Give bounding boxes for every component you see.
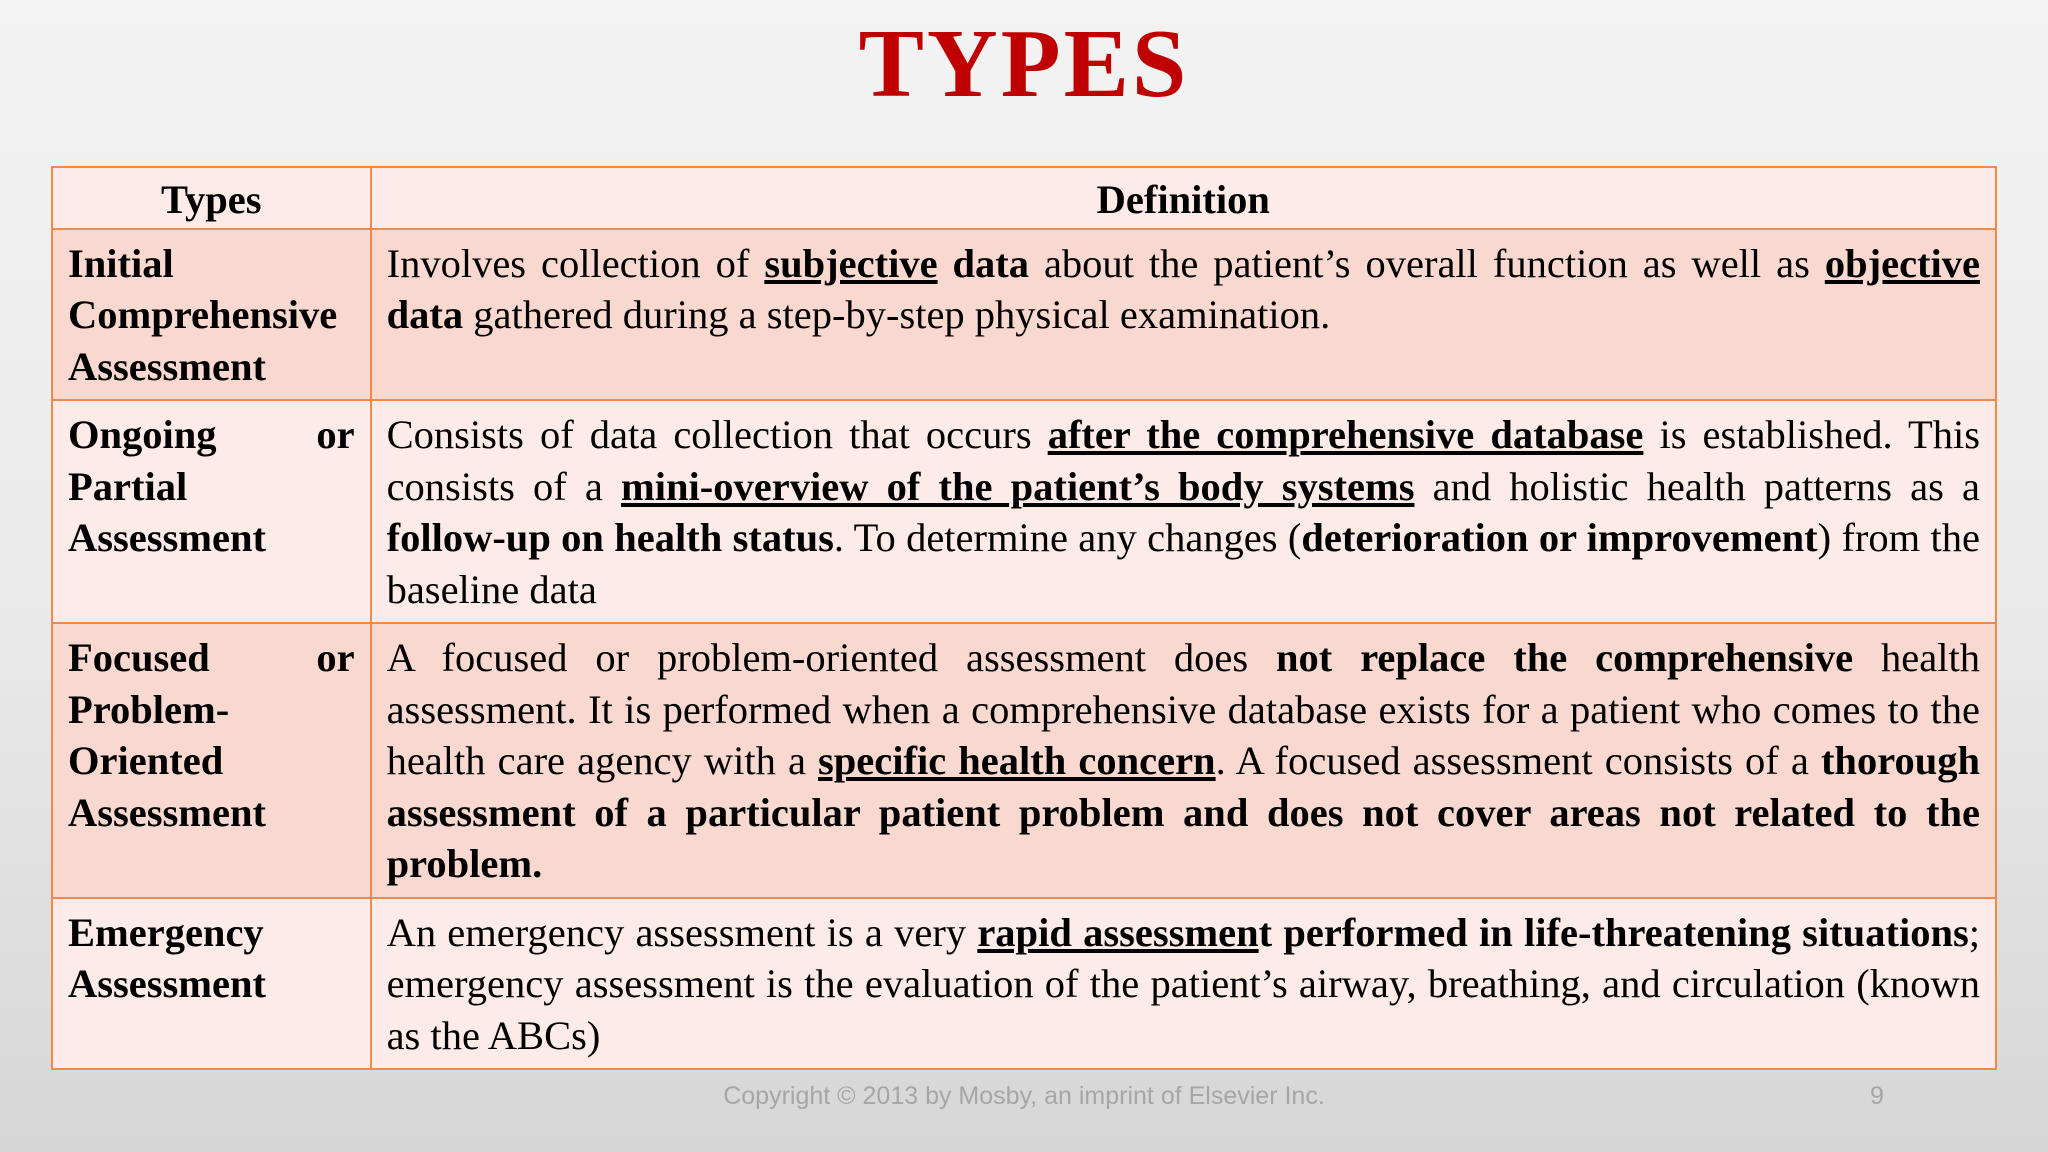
table-row-initial-comprehensive bbox=[52, 229, 1996, 401]
page-number: 9 bbox=[1870, 1082, 1884, 1110]
definition-cell bbox=[371, 623, 1996, 898]
definition-text: . To determine any changes ( bbox=[833, 515, 1302, 560]
type-line: Initial bbox=[68, 240, 174, 286]
definition-text: An emergency assessment is a very bbox=[386, 909, 978, 955]
table-header-row bbox=[52, 167, 1996, 229]
definition-text: . A focused assessment consists of a bbox=[1215, 738, 1821, 783]
type-line bbox=[68, 409, 355, 461]
type-line: Comprehensive bbox=[68, 292, 338, 337]
type-cell bbox=[52, 229, 371, 401]
type-line bbox=[68, 632, 355, 684]
emphasis-underlined-text: rapid assessmen bbox=[977, 909, 1259, 955]
emphasis-underlined-text: objective bbox=[1824, 240, 1981, 286]
column-header-definition: Definition bbox=[371, 167, 1996, 229]
type-line: Assessment bbox=[68, 961, 266, 1006]
definition-cell bbox=[371, 898, 1996, 1070]
definition-text: ; emergency assessment is the evaluation of the patient’s airway, breathing, and circulation (known as the ABCs) bbox=[386, 909, 1980, 1058]
type-line: Assessment bbox=[68, 789, 266, 835]
emphasis-text: data bbox=[386, 292, 464, 337]
type-word: Focused bbox=[68, 635, 210, 680]
type-cell bbox=[52, 898, 371, 1070]
definition-text: Consists of data collection that occurs bbox=[386, 412, 1048, 457]
type-cell bbox=[52, 400, 371, 623]
definition-cell bbox=[371, 400, 1996, 623]
emphasis-underlined-text: specific health concern bbox=[818, 738, 1216, 783]
table-row-emergency bbox=[52, 898, 1996, 1070]
type-line: Partial bbox=[68, 463, 188, 509]
definition-cell bbox=[371, 229, 1996, 401]
type-cell bbox=[52, 623, 371, 898]
type-word: or bbox=[316, 412, 355, 457]
emphasis-text: thorough assessment of a particular patient problem and does not cover areas not related to the problem. bbox=[386, 738, 1980, 886]
type-line: Problem- bbox=[68, 686, 230, 732]
emphasis-underlined-text: mini-overview of the patient’s body systems bbox=[621, 463, 1415, 509]
definition-text: and holistic health patterns as a bbox=[1414, 463, 1980, 509]
types-table bbox=[51, 166, 1997, 1070]
type-line: Emergency bbox=[68, 909, 264, 955]
emphasis-text: follow-up on health status bbox=[386, 515, 834, 560]
column-header-types: Types bbox=[52, 167, 371, 229]
type-word: or bbox=[316, 635, 355, 680]
type-line: Assessment bbox=[68, 515, 266, 560]
type-word: Ongoing bbox=[68, 412, 217, 457]
definition-text: is established. This consists of a bbox=[386, 412, 1980, 509]
definition-text: Involves collection of bbox=[386, 240, 765, 286]
definition-text: A focused or problem-oriented assessment does bbox=[386, 635, 1277, 680]
table-row-ongoing-partial bbox=[52, 400, 1996, 623]
emphasis-text: not replace the comprehensive bbox=[1276, 635, 1854, 680]
definition-text: ) from the baseline data bbox=[386, 515, 1980, 612]
table-row-focused-problem-oriented bbox=[52, 623, 1996, 898]
emphasis-underlined-text: after the comprehensive database bbox=[1047, 412, 1644, 457]
emphasis-underlined-text: subjective bbox=[764, 240, 938, 286]
emphasis-text: deterioration or improvement bbox=[1301, 515, 1818, 560]
definition-text: gathered during a step-by-step physical examination. bbox=[463, 292, 1331, 337]
definition-text: about the patient’s overall function as well as bbox=[1029, 240, 1825, 286]
type-line: Assessment bbox=[68, 343, 266, 389]
emphasis-text: t performed in life-threatening situations bbox=[1258, 909, 1969, 955]
definition-text: health assessment. It is performed when a comprehensive database exists for a patient who comes to the health care agency with a bbox=[386, 635, 1980, 783]
emphasis-text: data bbox=[937, 240, 1030, 286]
slide-title: TYPES bbox=[858, 10, 1190, 118]
copyright-footer: Copyright © 2013 by Mosby, an imprint of Elsevier Inc. bbox=[723, 1082, 1325, 1110]
type-line: Oriented bbox=[68, 738, 224, 783]
